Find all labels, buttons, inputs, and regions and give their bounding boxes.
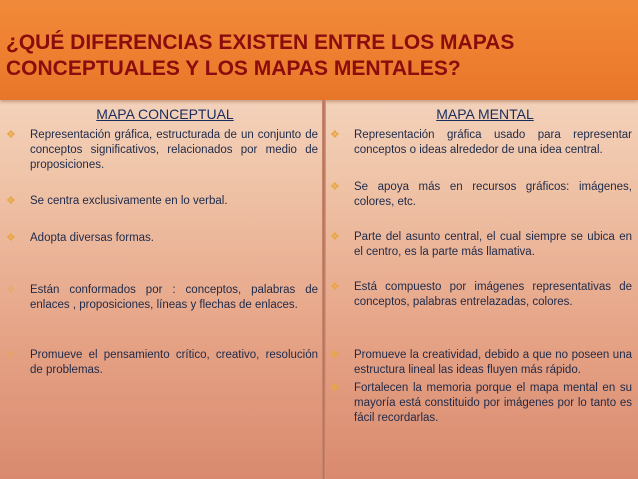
- diamond-bullet-icon: ❖: [6, 284, 16, 296]
- right-item-text: Promueve la creatividad, debido a que no poseen una estructura lineal las ideas fluyen más rápido.: [354, 349, 632, 376]
- left-item-text: Se centra exclusivamente en lo verbal.: [30, 195, 228, 207]
- diamond-bullet-icon: ❖: [330, 129, 340, 141]
- diamond-bullet-icon: ❖: [330, 281, 340, 293]
- right-list-item: [330, 128, 632, 158]
- left-list-item: [6, 194, 318, 209]
- left-column-header: MAPA CONCEPTUAL: [96, 106, 234, 122]
- right-column-header: MAPA MENTAL: [436, 106, 534, 122]
- left-item-text: Promueve el pensamiento crítico, creativo, resolución de problemas.: [30, 349, 318, 376]
- title-bar: [0, 0, 638, 100]
- right-item-text: Representación gráfica usado para representar conceptos o ideas alrededor de una idea central.: [354, 129, 632, 156]
- diamond-bullet-icon: ❖: [330, 349, 340, 361]
- right-list-item: [330, 381, 632, 426]
- diamond-bullet-icon: ❖: [6, 232, 16, 244]
- left-list-item: [6, 283, 318, 313]
- diamond-bullet-icon: ❖: [330, 231, 340, 243]
- left-item-text: Adopta diversas formas.: [30, 232, 155, 244]
- left-list-item: [6, 348, 318, 378]
- left-list-item: [6, 128, 318, 173]
- diamond-bullet-icon: ❖: [330, 382, 340, 394]
- right-list-item: [330, 230, 632, 260]
- diamond-bullet-icon: ❖: [330, 181, 340, 193]
- right-item-text: Se apoya más en recursos gráficos: imágenes, colores, etc.: [354, 181, 632, 208]
- right-item-text: Parte del asunto central, el cual siempre se ubica en el centro, es la parte más llamativa.: [354, 231, 632, 258]
- diamond-bullet-icon: ❖: [6, 129, 16, 141]
- right-list-item: [330, 348, 632, 378]
- right-item-text: Está compuesto por imágenes representativas de conceptos, palabras entrelazadas, colores.: [354, 281, 632, 308]
- left-item-text: Representación gráfica, estructurada de un conjunto de conceptos significativos, relacionados por medio de proposiciones.: [30, 129, 318, 171]
- right-list-item: [330, 180, 632, 210]
- right-item-text: Fortalecen la memoria porque el mapa mental en su mayoría está constituido por imágenes por lo tanto es fácil recordarlas.: [354, 382, 632, 424]
- column-divider: [322, 100, 326, 479]
- right-list-item: [330, 280, 632, 310]
- diamond-bullet-icon: ❖: [6, 195, 16, 207]
- left-list-item: [6, 231, 318, 246]
- slide-title: ¿QUÉ DIFERENCIAS EXISTEN ENTRE LOS MAPAS CONCEPTUALES Y LOS MAPAS MENTALES?: [6, 31, 515, 80]
- left-item-text: Están conformados por : conceptos, palabras de enlaces , proposiciones, líneas y flechas de enlaces.: [30, 284, 318, 311]
- diamond-bullet-icon: ❖: [6, 349, 16, 361]
